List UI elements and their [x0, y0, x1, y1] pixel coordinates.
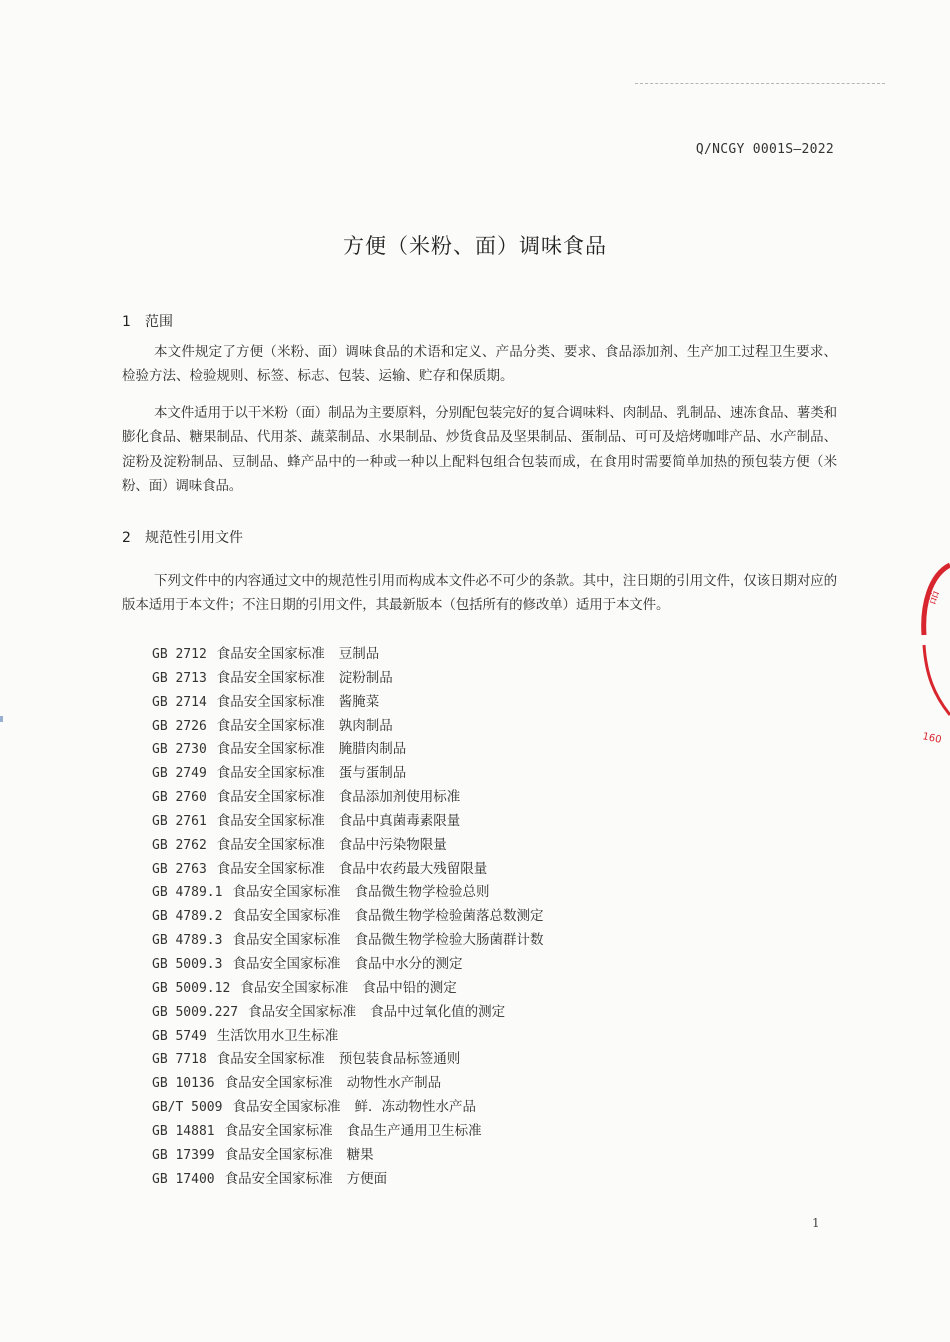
reference-title: 食品添加剂使用标准 — [338, 789, 461, 806]
reference-category: 食品安全国家标准 — [216, 741, 325, 758]
section-title: 规范性引用文件 — [145, 530, 243, 546]
reference-title: 食品中污染物限量 — [338, 836, 447, 853]
reference-category: 生活饮用水卫生标准 — [216, 1027, 339, 1044]
reference-item — [152, 1144, 543, 1168]
references-intro: 下列文件中的内容通过文中的规范性引用而构成本文件必不可少的条款。其中，注日期的引用文件，仅该日期对应的版本适用于本文件；不注日期的引用文件，其最新版本（包括所有的修改单）适用于本文件。 — [122, 573, 837, 614]
reference-item — [152, 1072, 543, 1096]
reference-code: GB 2714 — [152, 694, 207, 710]
reference-item — [152, 786, 543, 810]
reference-title: 淀粉制品 — [338, 669, 393, 686]
section-heading-references — [122, 527, 243, 547]
reference-code: GB/T 5009 — [152, 1100, 223, 1116]
reference-item — [152, 834, 543, 858]
reference-title: 糖果 — [346, 1146, 374, 1163]
reference-item — [152, 1001, 543, 1025]
reference-category: 食品安全国家标准 — [232, 955, 341, 972]
reference-item — [152, 1025, 543, 1049]
reference-title: 动物性水产制品 — [346, 1075, 442, 1092]
reference-item — [152, 1096, 543, 1120]
section-title: 范围 — [145, 314, 173, 330]
standard-code: Q/NCGY 0001S—2022 — [695, 142, 834, 157]
reference-code: GB 5749 — [152, 1028, 207, 1044]
reference-code: GB 14881 — [152, 1123, 215, 1139]
reference-title: 食品微生物学检验菌落总数测定 — [354, 908, 544, 925]
header-rule — [635, 83, 885, 84]
reference-title: 食品中水分的测定 — [354, 955, 463, 972]
reference-title: 食品微生物学检验大肠菌群计数 — [354, 932, 544, 949]
reference-code: GB 2761 — [152, 813, 207, 829]
reference-item — [152, 667, 543, 691]
reference-title: 食品中农药最大残留限量 — [338, 860, 488, 877]
reference-code: GB 4789.3 — [152, 933, 223, 949]
reference-title: 腌腊肉制品 — [338, 741, 407, 758]
reference-title: 蛋与蛋制品 — [338, 765, 407, 782]
reference-item — [152, 715, 543, 739]
reference-item — [152, 905, 543, 929]
reference-code: GB 17399 — [152, 1147, 215, 1163]
reference-title: 孰肉制品 — [338, 717, 393, 734]
reference-item — [152, 1120, 543, 1144]
reference-item — [152, 1168, 543, 1192]
page-number: 1 — [812, 1216, 820, 1230]
reference-code: GB 2726 — [152, 718, 207, 734]
stamp-number-fragment: 160 — [921, 731, 943, 746]
reference-title: 食品微生物学检验总则 — [354, 884, 490, 901]
reference-category: 食品安全国家标准 — [216, 646, 325, 662]
reference-code: GB 5009.12 — [152, 980, 231, 996]
reference-code: GB 17400 — [152, 1171, 215, 1187]
reference-title: 方便面 — [346, 1170, 388, 1187]
reference-item — [152, 953, 543, 977]
reference-item — [152, 762, 543, 786]
reference-title: 预包装食品标签通则 — [338, 1051, 461, 1068]
reference-title: 食品生产通用卫生标准 — [346, 1122, 482, 1139]
reference-title: 酱腌菜 — [338, 693, 380, 710]
reference-item — [152, 929, 543, 953]
reference-item — [152, 1048, 543, 1072]
reference-code: GB 2730 — [152, 742, 207, 758]
reference-category: 食品安全国家标准 — [232, 908, 341, 925]
reference-title: 食品中铅的测定 — [362, 979, 457, 996]
stamp-arc-bottom — [924, 645, 950, 715]
reference-title: 食品中真菌毒素限量 — [338, 812, 461, 829]
document-title: 方便（米粉、面）调味食品 — [343, 234, 607, 258]
reference-category: 食品安全国家标准 — [216, 789, 325, 806]
reference-code: GB 10136 — [152, 1076, 215, 1092]
scope-paragraph-2: 本文件适用于以干米粉（面）制品为主要原料，分别配包装完好的复合调味料、肉制品、乳制品、速冻食品、薯类和膨化食品、糖果制品、代用茶、蔬菜制品、水果制品、炒货食品及坚果制品、蛋制品、可可及焙烤咖啡产品、水产制品、淀粉及淀粉制品、豆制品、蜂产品中的一种或一种以上配料包组合包装而成，在食用时需要简单加热的预包装方便（米粉、面）调味食品。 — [122, 405, 837, 495]
reference-category: 食品安全国家标准 — [216, 860, 325, 877]
reference-code: GB 2763 — [152, 861, 207, 877]
reference-code: GB 2760 — [152, 790, 207, 806]
reference-category: 食品安全国家标准 — [232, 932, 341, 949]
reference-item — [152, 881, 543, 905]
reference-code: GB 2749 — [152, 766, 207, 782]
section-number: 1 — [122, 314, 131, 330]
reference-category: 食品安全国家标准 — [224, 1170, 333, 1187]
reference-category: 食品安全国家标准 — [224, 1122, 333, 1139]
reference-item — [152, 691, 543, 715]
reference-title: 鲜．冻动物性水产品 — [354, 1099, 476, 1116]
reference-code: GB 2712 — [152, 647, 207, 662]
red-seal-stamp — [920, 545, 950, 775]
reference-item — [152, 643, 543, 667]
reference-item — [152, 858, 543, 882]
reference-code: GB 7718 — [152, 1052, 207, 1068]
scan-margin-mark — [0, 716, 3, 722]
reference-title: 食品中过氧化值的测定 — [370, 1003, 506, 1020]
reference-code: GB 5009.227 — [152, 1004, 239, 1020]
reference-item — [152, 738, 543, 762]
reference-title: 豆制品 — [338, 646, 380, 662]
reference-item — [152, 977, 543, 1001]
section-number: 2 — [122, 530, 131, 546]
reference-category: 食品安全国家标准 — [216, 812, 325, 829]
reference-code: GB 2713 — [152, 670, 207, 686]
reference-code: GB 4789.2 — [152, 909, 223, 925]
reference-category: 食品安全国家标准 — [240, 979, 349, 996]
reference-code: GB 5009.3 — [152, 956, 223, 972]
reference-category: 食品安全国家标准 — [216, 693, 325, 710]
scope-paragraph-1: 本文件规定了方便（米粉、面）调味食品的术语和定义、产品分类、要求、食品添加剂、生产加工过程卫生要求、检验方法、检验规则、标签、标志、包装、运输、贮存和保质期。 — [122, 344, 837, 385]
reference-category: 食品安全国家标准 — [224, 1146, 333, 1163]
reference-item — [152, 810, 543, 834]
reference-list — [152, 643, 543, 1191]
reference-category: 食品安全国家标准 — [216, 1051, 325, 1068]
reference-code: GB 4789.1 — [152, 885, 223, 901]
reference-category: 食品安全国家标准 — [248, 1003, 357, 1020]
reference-category: 食品安全国家标准 — [216, 669, 325, 686]
reference-category: 食品安全国家标准 — [216, 717, 325, 734]
reference-code: GB 2762 — [152, 837, 207, 853]
reference-category: 食品安全国家标准 — [232, 884, 341, 901]
reference-category: 食品安全国家标准 — [216, 836, 325, 853]
stamp-char: 品 — [922, 587, 943, 607]
reference-category: 食品安全国家标准 — [232, 1099, 341, 1116]
section-heading-scope — [122, 311, 173, 331]
reference-category: 食品安全国家标准 — [216, 765, 325, 782]
reference-category: 食品安全国家标准 — [224, 1075, 333, 1092]
